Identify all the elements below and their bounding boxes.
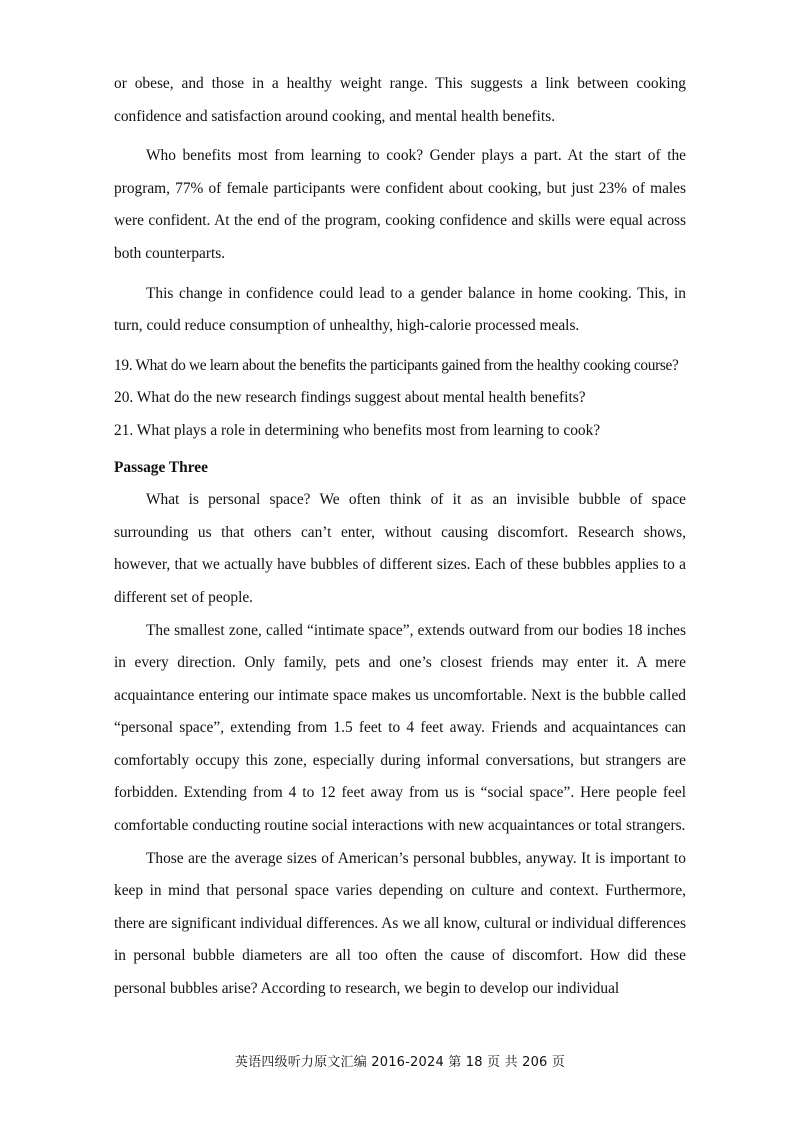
paragraph: The smallest zone, called “intimate space”, extends outward from our bodies 18 inches in every direction. Only family, pets and one’s closest friends may enter it. A mere acquaintance entering our intimate space makes us uncomfortable. Next is the bubble called “personal space”, extending from 1.5 feet to 4 feet away. Friends and acquaintances can comfortably occupy this zone, especially during informal conversations, but strangers are forbidden. Extending from 4 to 12 feet away from us is “social space”. Here people feel comfortable conducting routine social interactions with new acquaintances or total strangers.: [114, 621, 686, 835]
passage-heading: Passage Three: [114, 458, 208, 476]
paragraph: What is personal space? We often think of it as an invisible bubble of space surrounding us that others can’t enter, without causing discomfort. Research shows, however, that we actually have bubbles of different sizes. Each of these bubbles applies to a different set of people.: [114, 491, 686, 606]
question-21: 21. What plays a role in determining who benefits most from learning to cook?: [114, 421, 601, 439]
page-footer: 英语四级听力原文汇编 2016-2024 第 18 页 共 206 页: [234, 1055, 566, 1070]
question-19: 19. What do we learn about the benefits the participants gained from the healthy cooking course?: [114, 356, 679, 374]
question-list: [114, 350, 686, 448]
paragraph: or obese, and those in a healthy weight range. This suggests a link between cooking confidence and satisfaction around cooking, and mental health benefits.: [114, 75, 686, 125]
document-page: [114, 68, 686, 1006]
paragraph: This change in confidence could lead to a gender balance in home cooking. This, in turn, could reduce consumption of unhealthy, high-calorie processed meals.: [114, 284, 686, 335]
paragraph: Those are the average sizes of American’s personal bubbles, anyway. It is important to keep in mind that personal space varies depending on culture and context. Furthermore, there are significant individual differences. As we all know, cultural or individual differences in personal bubble diameters are all too often the cause of discomfort. How did these personal bubbles arise? According to research, we begin to develop our individual: [114, 849, 686, 998]
question-20: 20. What do the new research findings suggest about mental health benefits?: [114, 389, 586, 407]
paragraph: Who benefits most from learning to cook? Gender plays a part. At the start of the program, 77% of female participants were confident about cooking, but just 23% of males were confident. At the end of the program, cooking confidence and skills were equal across both counterparts.: [114, 147, 686, 262]
